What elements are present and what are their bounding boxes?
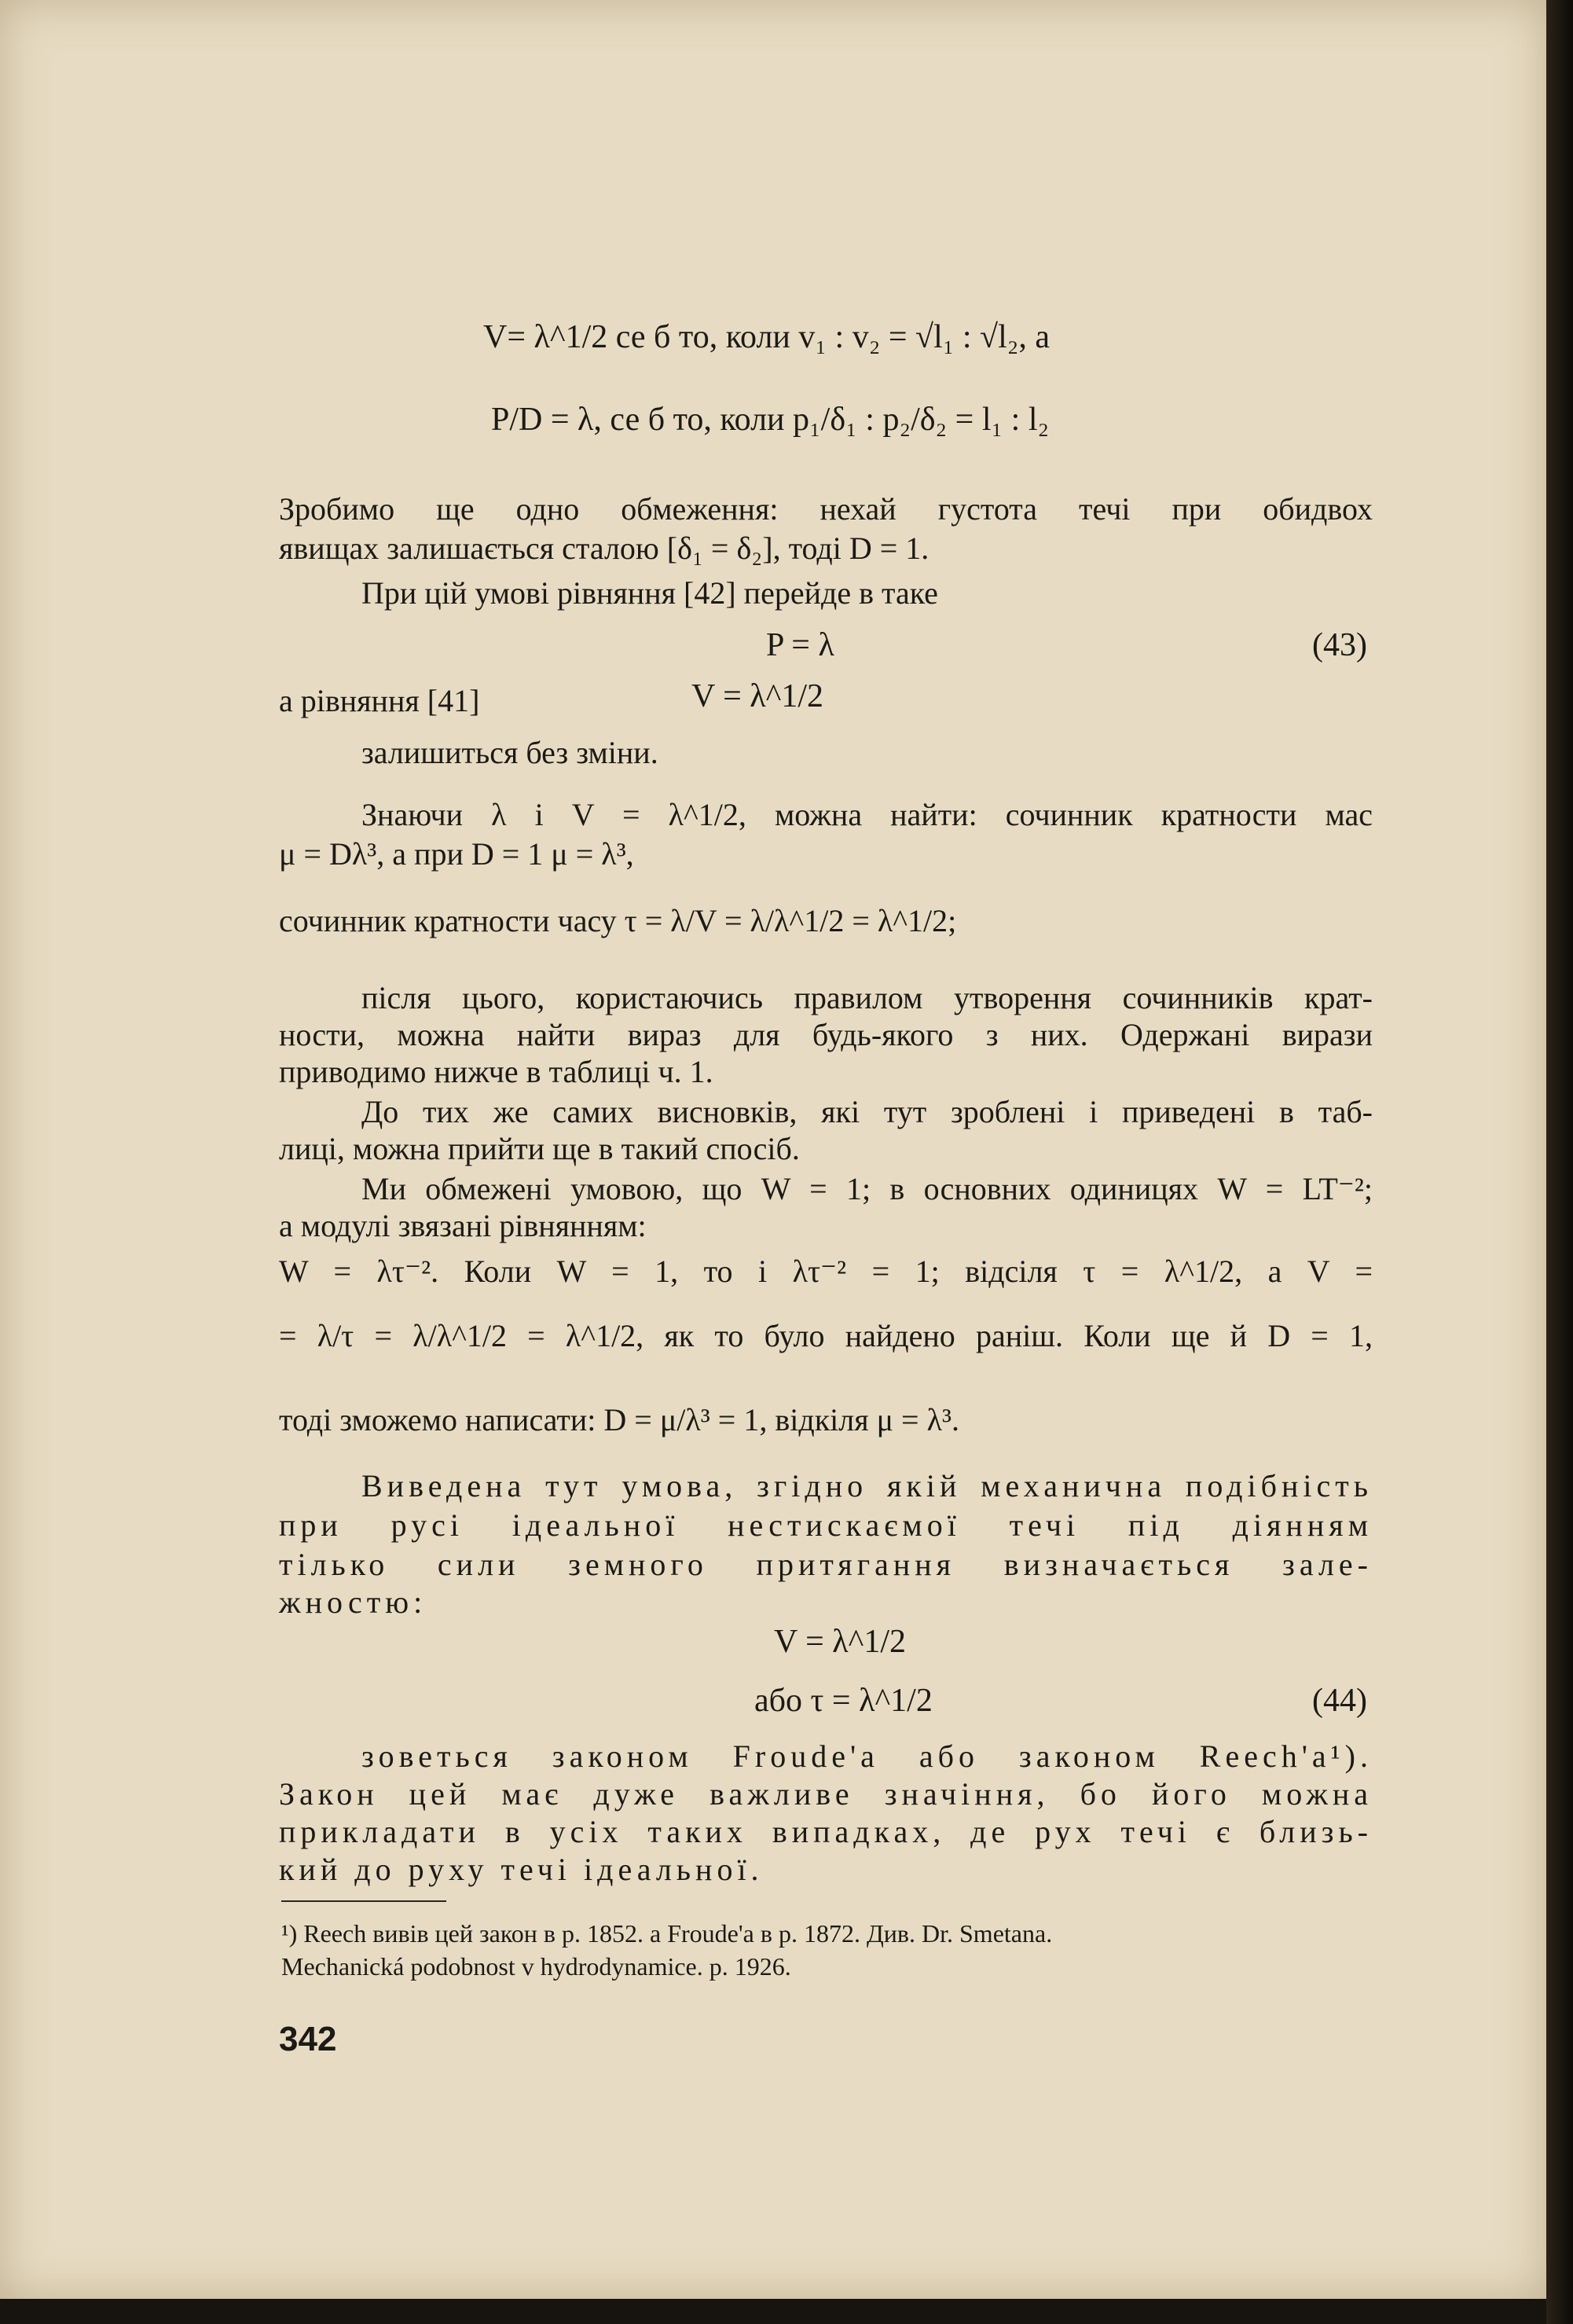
text-line: тілько сили земного притягання визначається зале- bbox=[279, 1547, 1373, 1582]
footnote-line: Mechanická podobnost v hydrodynamice. p. 1926. bbox=[281, 1952, 791, 1981]
book-edge-right bbox=[1546, 0, 1573, 2324]
equation-number-43: (43) bbox=[1312, 627, 1367, 663]
text-line: кий до руху течі ідеальної. bbox=[279, 1852, 764, 1887]
footnote-rule bbox=[281, 1900, 446, 1902]
text-line: Закон цей має дуже важливе значіння, бо його можна bbox=[279, 1776, 1373, 1812]
equation-44a: V = λ^1/2 bbox=[774, 1624, 906, 1660]
text-line: прикладати в усіх таких випадках, де рух течі є близь- bbox=[279, 1814, 1373, 1849]
text-line: після цього, користаючись правилом утворення сочинників крат- bbox=[361, 980, 1373, 1015]
text-line: ности, можна найти вираз для будь-якого з них. Одержані вирази bbox=[279, 1017, 1373, 1052]
book-edge-bottom bbox=[0, 2299, 1546, 2324]
text-line: при русі ідеальної нестискаємої течі під діянням bbox=[279, 1507, 1373, 1543]
text-line: До тих же самих висновків, які тут зроблені і приведені в таб- bbox=[361, 1094, 1373, 1129]
text-line: приводимо нижче в таблиці ч. 1. bbox=[279, 1054, 713, 1089]
text-line: Зробимо ще одно обмеження: нехай густота течі при обидвох bbox=[279, 491, 1373, 527]
footnote-line: ¹) Reech вивів цей закон в р. 1852. а Froude'а в р. 1872. Див. Dr. Smetana. bbox=[281, 1919, 1053, 1948]
text-line: сочинник кратности часу τ = λ/V = λ/λ^1/2 = λ^1/2; bbox=[279, 903, 957, 938]
formula-line-1: V= λ^1/2 се б то, коли v₁ : v₂ = √l₁ : √l₂, а bbox=[483, 319, 1050, 355]
equation-44b: або τ = λ^1/2 bbox=[754, 1683, 933, 1719]
text-line: Ми обмежені умовою, що W = 1; в основних одиницях W = LT⁻²; bbox=[361, 1171, 1373, 1206]
formula-line-2: P/D = λ, се б то, коли p₁/δ₁ : p₂/δ₂ = l₁ : l₂ bbox=[491, 402, 1050, 438]
equation-number-44: (44) bbox=[1312, 1683, 1367, 1719]
text-line: явищах залишається сталою [δ₁ = δ₂], тоді D = 1. bbox=[279, 531, 930, 566]
text-line: зоветься законом Froude'а або законом Reech'а¹). bbox=[361, 1738, 1373, 1774]
text-line: = λ/τ = λ/λ^1/2 = λ^1/2, як то було найдено раніш. Коли ще й D = 1, bbox=[279, 1318, 1373, 1353]
page-number: 342 bbox=[279, 2020, 337, 2058]
text-line: а модулі звязані рівнянням: bbox=[279, 1208, 647, 1243]
text-line: μ = Dλ³, а при D = 1 μ = λ³, bbox=[279, 836, 634, 872]
text-line: залишиться без зміни. bbox=[361, 735, 658, 770]
text-line: а рівняння [41] bbox=[279, 683, 480, 718]
text-line: жностю: bbox=[279, 1584, 427, 1620]
equation-43: P = λ bbox=[766, 627, 834, 663]
text-line: При цій умові рівняння [42] перейде в таке bbox=[361, 575, 938, 611]
text-line: Знаючи λ і V = λ^1/2, можна найти: сочинник кратности мас bbox=[361, 797, 1373, 832]
text-line: Виведена тут умова, згідно якій механична подібність bbox=[361, 1468, 1373, 1503]
text-line: тоді зможемо написати: D = μ/λ³ = 1, відкіля μ = λ³. bbox=[279, 1402, 959, 1437]
text-line: лиці, можна прийти ще в такий спосіб. bbox=[279, 1131, 800, 1166]
text-line: W = λτ⁻². Коли W = 1, то і λτ⁻² = 1; відсіля τ = λ^1/2, а V = bbox=[279, 1254, 1373, 1289]
equation-41: V = λ^1/2 bbox=[691, 678, 823, 714]
